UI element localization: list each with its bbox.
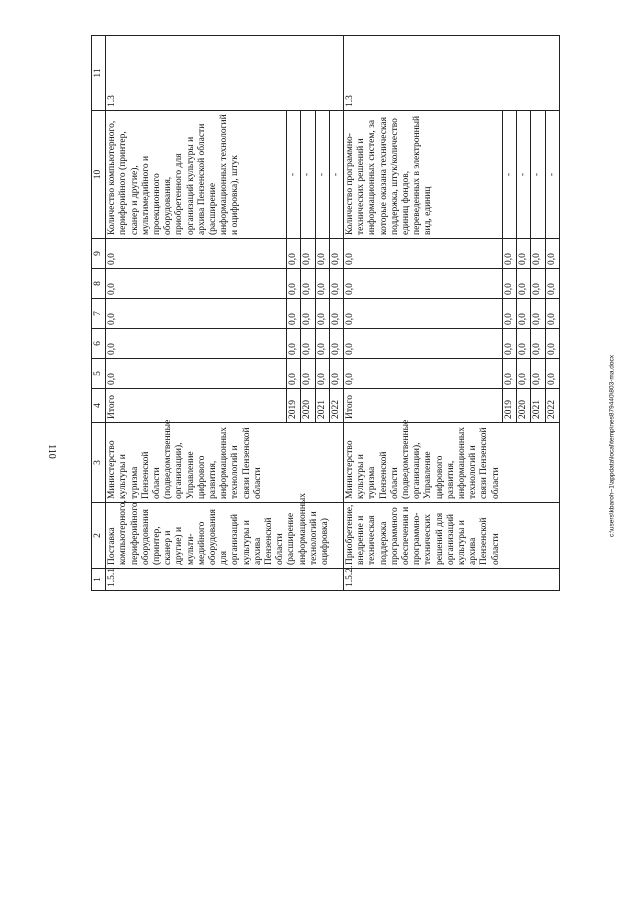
table-row: [344, 36, 503, 591]
value-cell: 0,0: [545, 359, 559, 389]
executor-cell: Министерство культуры и туризма Пензенской области (подведомственные организации), Управление цифрового развития, информационных технологий и связи Пензенской области: [106, 423, 344, 503]
indicator-value-cell: -: [531, 111, 545, 239]
value-cell: 0,0: [106, 329, 287, 359]
indicator-cell: Количество программно-технических решений и информационных систем, за которые оказана техническая поддержка, штук/количество единиц фондов, переведенных в электронный вид, единиц: [344, 111, 503, 239]
measure-name-cell: Приобретение, внедрение и техническая поддержка программного обеспечения и программно-технических решений для организаций культуры и архива Пензенской области: [344, 503, 560, 569]
year-cell: 2022: [545, 389, 559, 423]
value-cell: 0,0: [344, 239, 503, 269]
indicator-value-cell: -: [315, 111, 329, 239]
indicator-value-cell: -: [503, 111, 517, 239]
value-cell: 0,0: [517, 239, 531, 269]
period-cell: Итого: [344, 389, 503, 423]
value-cell: 0,0: [329, 269, 343, 299]
value-cell: 0,0: [517, 359, 531, 389]
table-row: [106, 36, 287, 591]
value-cell: 0,0: [106, 299, 287, 329]
value-cell: 0,0: [545, 269, 559, 299]
value-cell: 0,0: [106, 269, 287, 299]
year-cell: 2019: [503, 389, 517, 423]
value-cell: 0,0: [301, 299, 315, 329]
indicator-value-cell: -: [301, 111, 315, 239]
value-cell: 0,0: [329, 299, 343, 329]
value-cell: 0,0: [287, 239, 301, 269]
value-cell: 0,0: [301, 269, 315, 299]
year-cell: 2020: [301, 389, 315, 423]
page-number: 110: [45, 444, 57, 459]
rotated-table-container: [91, 36, 596, 591]
row-number-cell: 1.5.1: [106, 569, 344, 591]
value-cell: 0,0: [315, 239, 329, 269]
indicator-value-cell: -: [329, 111, 343, 239]
value-cell: 0,0: [531, 299, 545, 329]
indicator-value-cell: -: [517, 111, 531, 239]
value-cell: 0,0: [503, 239, 517, 269]
header-cell: 1: [92, 569, 106, 591]
value-cell: 0,0: [315, 299, 329, 329]
header-cell: 9: [92, 239, 106, 269]
header-cell: 6: [92, 329, 106, 359]
header-cell: 11: [92, 36, 106, 111]
value-cell: 0,0: [531, 359, 545, 389]
year-cell: 2021: [315, 389, 329, 423]
value-cell: 0,0: [301, 359, 315, 389]
value-cell: 0,0: [344, 329, 503, 359]
header-cell: 8: [92, 269, 106, 299]
executor-cell: Министерство культуры и туризма Пензенской области (подведомственные организации), Управление цифрового развития, информационных технологий и связи Пензенской области: [344, 423, 560, 503]
value-cell: 0,0: [287, 329, 301, 359]
footer-path-text: c:\users\kbaroh~1\appdata\local\temp\nes879440\803-ma.docx: [608, 355, 616, 537]
value-cell: 0,0: [315, 329, 329, 359]
value-cell: 0,0: [545, 299, 559, 329]
value-cell: 0,0: [344, 359, 503, 389]
value-cell: 0,0: [503, 359, 517, 389]
value-cell: 0,0: [545, 329, 559, 359]
value-cell: 0,0: [287, 359, 301, 389]
value-cell: 0,0: [517, 329, 531, 359]
value-cell: 0,0: [315, 269, 329, 299]
year-cell: 2021: [531, 389, 545, 423]
indicator-ref-cell: 1.3: [344, 36, 560, 111]
header-cell: 5: [92, 359, 106, 389]
indicator-ref-cell: 1.3: [106, 36, 344, 111]
year-cell: 2022: [329, 389, 343, 423]
row-number-cell: 1.5.2.: [344, 569, 560, 591]
value-cell: 0,0: [545, 239, 559, 269]
header-row: [92, 36, 106, 591]
year-cell: 2020: [517, 389, 531, 423]
value-cell: 0,0: [531, 239, 545, 269]
header-cell: 10: [92, 111, 106, 239]
value-cell: 0,0: [344, 269, 503, 299]
value-cell: 0,0: [503, 299, 517, 329]
value-cell: 0,0: [503, 329, 517, 359]
period-cell: Итого: [106, 389, 287, 423]
value-cell: 0,0: [287, 299, 301, 329]
value-cell: 0,0: [301, 329, 315, 359]
indicator-cell: Количество компьютерного, периферийного (принтер, сканер и другие), мультимедийного и проекционного оборудования, приобретенного для организаций культуры и архива Пензенской области (расширение информационных технологий и оцифровка), штук: [106, 111, 287, 239]
header-cell: 3: [92, 423, 106, 503]
value-cell: 0,0: [106, 359, 287, 389]
value-cell: 0,0: [503, 269, 517, 299]
value-cell: 0,0: [531, 329, 545, 359]
measure-name-cell: Поставка компьютерного, периферийного оборудования (принтер, сканер и другие) и мульти-медийного оборудования для организаций культуры и архива Пензенской области (расширение информационных технологий и оцифровка): [106, 503, 344, 569]
year-cell: 2019: [287, 389, 301, 423]
value-cell: 0,0: [517, 269, 531, 299]
indicator-value-cell: -: [545, 111, 559, 239]
value-cell: 0,0: [287, 269, 301, 299]
value-cell: 0,0: [329, 239, 343, 269]
value-cell: 0,0: [301, 239, 315, 269]
value-cell: 0,0: [106, 239, 287, 269]
value-cell: 0,0: [344, 299, 503, 329]
program-table: [91, 35, 560, 591]
header-cell: 2: [92, 503, 106, 569]
value-cell: 0,0: [329, 359, 343, 389]
value-cell: 0,0: [315, 359, 329, 389]
indicator-value-cell: -: [287, 111, 301, 239]
value-cell: 0,0: [329, 329, 343, 359]
value-cell: 0,0: [531, 269, 545, 299]
value-cell: 0,0: [517, 299, 531, 329]
header-cell: 4: [92, 389, 106, 423]
header-cell: 7: [92, 299, 106, 329]
